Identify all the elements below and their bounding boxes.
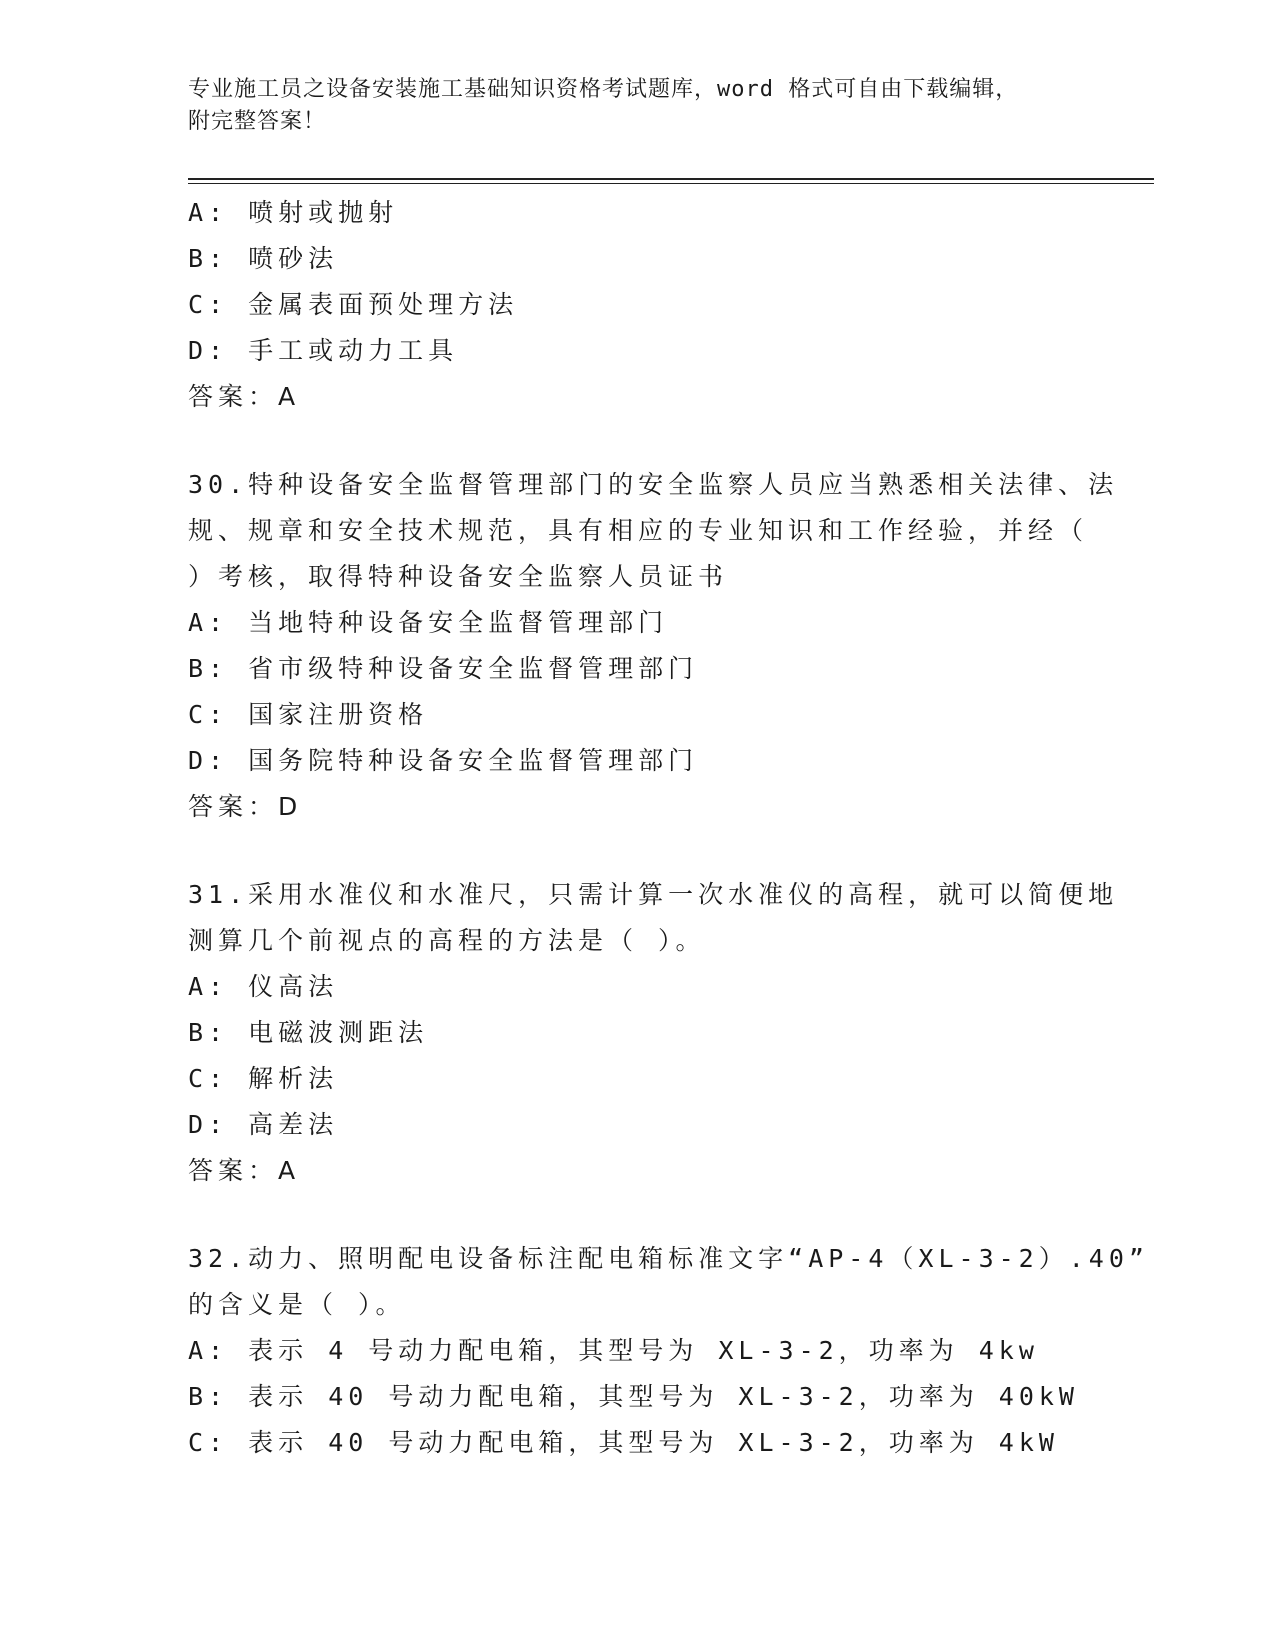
- document-header: [188, 74, 1068, 138]
- header-divider-thick: [188, 178, 1154, 180]
- option-b: B: 电磁波测距法: [188, 1018, 429, 1047]
- option-c: C: 金属表面预处理方法: [188, 290, 519, 319]
- option-d: D: 高差法: [188, 1110, 339, 1139]
- question-stem-line: 的含义是（ ）。: [188, 1290, 406, 1319]
- option-c: C: 解析法: [188, 1064, 339, 1093]
- option-d: D: 国务院特种设备安全监督管理部门: [188, 746, 699, 775]
- question-stem-line: 规、规章和安全技术规范，具有相应的专业知识和工作经验，并经（: [188, 516, 1089, 545]
- question-stem-line: 31.采用水准仪和水准尺，只需计算一次水准仪的高程，就可以简便地: [188, 880, 1119, 909]
- header-line-1: 专业施工员之设备安装施工基础知识资格考试题库，word 格式可自由下载编辑，: [188, 77, 1019, 102]
- question-stem-line: 测算几个前视点的高程的方法是（ ）。: [188, 926, 706, 955]
- answer-line: 答案：A: [188, 1156, 301, 1185]
- option-a: A: 当地特种设备安全监督管理部门: [188, 608, 669, 637]
- question-29-tail: [188, 190, 1088, 420]
- option-c: C: 表示 40 号动力配电箱，其型号为 XL-3-2，功率为 4kW: [188, 1428, 1059, 1457]
- question-stem-line: 32.动力、照明配电设备标注配电箱标准文字“AP-4（XL-3-2）.40”: [188, 1244, 1149, 1273]
- option-b: B: 喷砂法: [188, 244, 339, 273]
- option-a: A: 仪高法: [188, 972, 339, 1001]
- option-a: A: 表示 4 号动力配电箱，其型号为 XL-3-2，功率为 4kw: [188, 1336, 1039, 1365]
- question-30: [188, 462, 1119, 830]
- option-a: A: 喷射或抛射: [188, 198, 399, 227]
- answer-line: 答案：D: [188, 792, 303, 821]
- option-b: B: 表示 40 号动力配电箱，其型号为 XL-3-2，功率为 40kW: [188, 1382, 1079, 1411]
- question-stem-line: 30.特种设备安全监督管理部门的安全监察人员应当熟悉相关法律、法: [188, 470, 1119, 499]
- question-31: [188, 872, 1119, 1194]
- question-stem-line: ）考核，取得特种设备安全监察人员证书: [188, 562, 729, 591]
- option-b: B: 省市级特种设备安全监督管理部门: [188, 654, 699, 683]
- option-c: C: 国家注册资格: [188, 700, 429, 729]
- header-divider-thin: [188, 183, 1154, 184]
- question-content: [188, 190, 1149, 1466]
- option-d: D: 手工或动力工具: [188, 336, 459, 365]
- answer-line: 答案：A: [188, 382, 301, 411]
- question-32: [188, 1236, 1149, 1466]
- header-line-2: 附完整答案！: [188, 109, 327, 134]
